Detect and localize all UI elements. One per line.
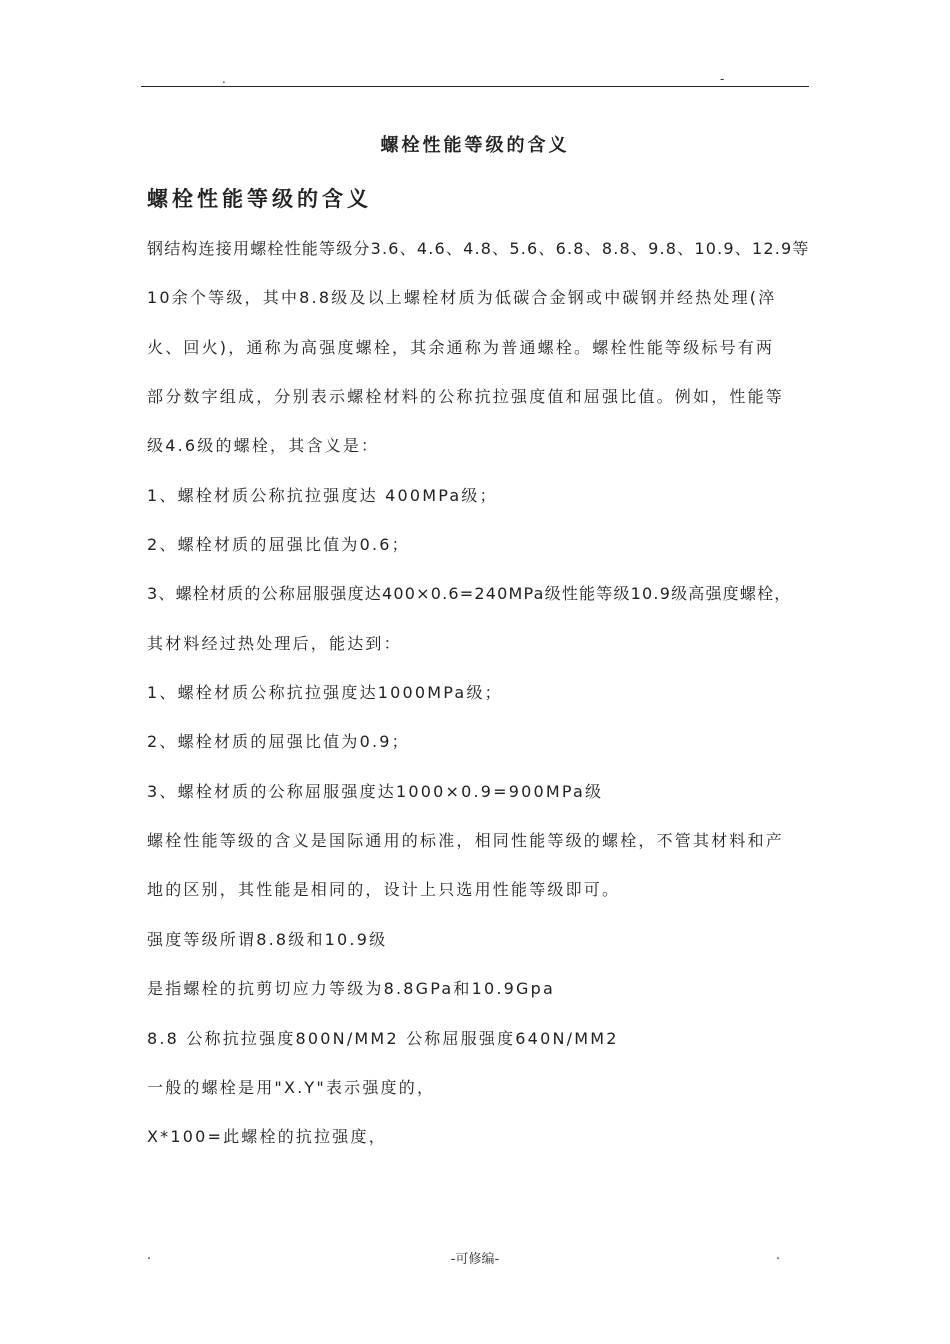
header-left-mark: . (222, 72, 226, 86)
footer-left-mark: . (147, 1248, 152, 1263)
body-text (147, 232, 812, 1170)
document-title: 螺栓性能等级的含义 (380, 135, 570, 156)
footer-right-mark: . (776, 1248, 781, 1263)
header-right-mark: - (720, 72, 725, 86)
text-line: 级4.6级的螺栓，其含义是： (147, 436, 380, 456)
text-line: 其材料经过热处理后，能达到： (147, 633, 402, 653)
text-line: 一般的螺栓是用"X.Y"表示强度的， (147, 1077, 436, 1097)
text-line: X*100=此螺栓的抗拉强度， (147, 1127, 387, 1147)
section-heading: 螺栓性能等级的含义 (147, 187, 372, 211)
text-line: 10余个等级，其中8.8级及以上螺栓材质为低碳合金钢或中碳钢并经热处理(淬 (147, 288, 777, 308)
text-line: 是指螺栓的抗剪切应力等级为8.8GPa和10.9Gpa (147, 979, 555, 999)
text-line: 强度等级所谓8.8级和10.9级 (147, 929, 388, 949)
text-line: 地的区别，其性能是相同的，设计上只选用性能等级即可。 (147, 880, 621, 900)
text-line: 钢结构连接用螺栓性能等级分3.6、4.6、4.8、5.6、6.8、8.8、9.8、10.9、12.9等 (147, 239, 810, 258)
text-line: 8.8 公称抗拉强度800N/MM2 公称屈服强度640N/MM2 (147, 1028, 619, 1048)
header-rule (141, 86, 809, 87)
text-line: 1、螺栓材质公称抗拉强度达 400MPa级； (147, 485, 498, 505)
text-line: 3、螺栓材质的公称屈服强度达400×0.6=240MPa级性能等级10.9级高强度螺栓， (147, 584, 792, 604)
text-line: 3、螺栓材质的公称屈服强度达1000×0.9=900MPa级 (147, 781, 604, 801)
text-line: 火、回火)，通称为高强度螺栓，其余通称为普通螺栓。螺栓性能等级标号有两 (147, 337, 775, 357)
text-line: 1、螺栓材质公称抗拉强度达1000MPa级； (147, 683, 503, 703)
text-line: 螺栓性能等级的含义是国际通用的标准，相同性能等级的螺栓，不管其材料和产 (147, 831, 785, 851)
footer-center-text: -可修编- (450, 1252, 500, 1267)
text-line: 部分数字组成，分别表示螺栓材料的公称抗拉强度值和屈强比值。例如，性能等 (147, 387, 785, 407)
text-line: 2、螺栓材质的屈强比值为0.9； (147, 732, 410, 752)
text-line: 2、螺栓材质的屈强比值为0.6； (147, 535, 410, 555)
